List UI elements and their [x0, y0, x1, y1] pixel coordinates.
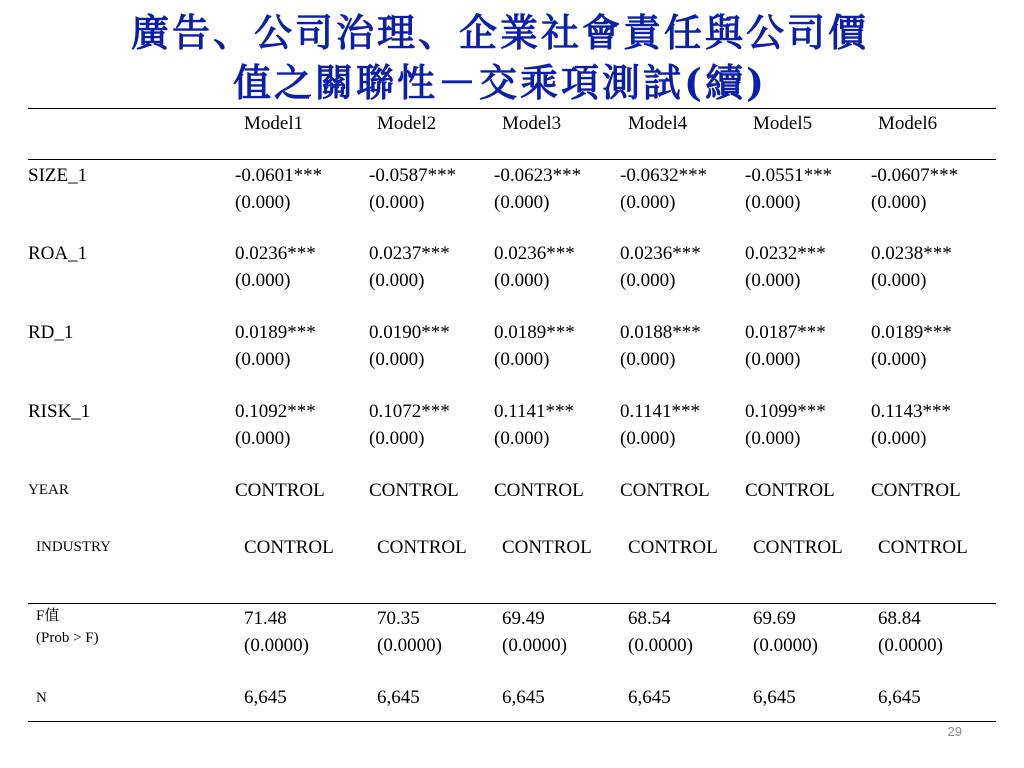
table-cell-pvalue: (0.0000) [244, 635, 309, 656]
table-cell: 69.49 [502, 608, 545, 629]
table-cell: -0.0623*** [494, 165, 582, 186]
table-cell: -0.0551*** [745, 165, 833, 186]
table-cell-pvalue: (0.000) [369, 270, 425, 291]
table-cell: 6,645 [628, 687, 671, 708]
table-cell: 68.84 [878, 608, 921, 629]
table-cell-pvalue: (0.000) [369, 192, 425, 213]
table-cell-pvalue: (0.0000) [502, 635, 567, 656]
table-cell-pvalue: (0.000) [620, 349, 676, 370]
table-cell-pvalue: (0.000) [620, 428, 676, 449]
table-header-model2: Model2 [377, 113, 437, 134]
table-cell: 68.54 [628, 608, 671, 629]
table-cell: 0.0236*** [235, 243, 316, 264]
table-cell-pvalue: (0.000) [235, 192, 291, 213]
table-cell: 0.0232*** [745, 243, 826, 264]
table-cell-pvalue: (0.000) [745, 349, 801, 370]
table-cell-pvalue: (0.000) [494, 349, 550, 370]
table-cell: 6,645 [878, 687, 921, 708]
row-label-industry: INDUSTRY [36, 539, 112, 555]
table-cell: 0.0187*** [745, 322, 826, 343]
row-label-rd: RD_1 [28, 322, 74, 343]
table-cell: 69.69 [753, 608, 796, 629]
table-cell: CONTROL [878, 537, 968, 558]
table-cell: 6,645 [377, 687, 420, 708]
table-cell: 0.0236*** [494, 243, 575, 264]
table-cell: CONTROL [620, 480, 710, 501]
row-label-n: N [36, 690, 47, 706]
table-cell-pvalue: (0.000) [369, 349, 425, 370]
table-header-model6: Model6 [878, 113, 938, 134]
table-cell: 0.1143*** [871, 401, 952, 422]
table-cell-pvalue: (0.000) [235, 270, 291, 291]
table-cell: 0.0189*** [235, 322, 316, 343]
table-cell-pvalue: (0.000) [494, 428, 550, 449]
table-cell: 0.1141*** [620, 401, 701, 422]
table-top-rule [28, 108, 996, 109]
table-cell-pvalue: (0.000) [620, 192, 676, 213]
table-cell: -0.0587*** [369, 165, 457, 186]
row-sublabel-prob: (Prob > F) [36, 630, 99, 646]
table-cell: 0.0189*** [871, 322, 952, 343]
table-cell-pvalue: (0.000) [745, 192, 801, 213]
row-label-risk: RISK_1 [28, 401, 91, 422]
table-cell: -0.0601*** [235, 165, 323, 186]
table-bottom-rule [28, 721, 996, 722]
table-cell-pvalue: (0.000) [620, 270, 676, 291]
table-section-rule [28, 603, 996, 604]
table-cell: 0.1099*** [745, 401, 826, 422]
table-cell-pvalue: (0.000) [871, 428, 927, 449]
table-cell: CONTROL [871, 480, 961, 501]
table-header-model1: Model1 [244, 113, 304, 134]
slide-title [60, 8, 940, 108]
table-cell: CONTROL [745, 480, 835, 501]
table-cell-pvalue: (0.000) [871, 270, 927, 291]
table-cell: CONTROL [753, 537, 843, 558]
table-cell-pvalue: (0.000) [494, 192, 550, 213]
table-cell: 0.0188*** [620, 322, 701, 343]
table-header-model5: Model5 [753, 113, 813, 134]
table-cell-pvalue: (0.000) [369, 428, 425, 449]
table-cell: 0.0236*** [620, 243, 701, 264]
table-cell: 0.0237*** [369, 243, 450, 264]
table-cell: 0.0238*** [871, 243, 952, 264]
table-cell-pvalue: (0.000) [871, 192, 927, 213]
slide-title-line-2: 值之關聯性－交乘項測試(續) [233, 60, 767, 105]
row-label-f: F值 [36, 608, 60, 624]
row-label-size: SIZE_1 [28, 165, 88, 186]
table-cell: -0.0607*** [871, 165, 959, 186]
table-cell: CONTROL [244, 537, 334, 558]
table-header-model4: Model4 [628, 113, 688, 134]
table-cell: CONTROL [628, 537, 718, 558]
table-cell: 6,645 [244, 687, 287, 708]
table-cell: 70.35 [377, 608, 420, 629]
table-cell-pvalue: (0.0000) [628, 635, 693, 656]
table-cell: 6,645 [502, 687, 545, 708]
table-cell: 0.0189*** [494, 322, 575, 343]
table-header-rule [28, 159, 996, 160]
table-cell-pvalue: (0.000) [235, 349, 291, 370]
table-cell-pvalue: (0.000) [494, 270, 550, 291]
table-cell: CONTROL [502, 537, 592, 558]
table-cell: 0.1092*** [235, 401, 316, 422]
table-cell-pvalue: (0.000) [745, 428, 801, 449]
table-cell-pvalue: (0.0000) [878, 635, 943, 656]
table-cell-pvalue: (0.000) [745, 270, 801, 291]
table-cell: CONTROL [235, 480, 325, 501]
table-cell: CONTROL [377, 537, 467, 558]
table-cell: CONTROL [369, 480, 459, 501]
table-cell: -0.0632*** [620, 165, 708, 186]
table-cell: 71.48 [244, 608, 287, 629]
table-header-model3: Model3 [502, 113, 562, 134]
page-number: 29 [947, 724, 962, 739]
table-cell: 6,645 [753, 687, 796, 708]
table-cell: 0.1141*** [494, 401, 575, 422]
table-cell: CONTROL [494, 480, 584, 501]
row-label-roa: ROA_1 [28, 243, 88, 264]
row-label-year: YEAR [28, 482, 69, 498]
table-cell-pvalue: (0.0000) [753, 635, 818, 656]
table-cell: 0.0190*** [369, 322, 450, 343]
table-cell: 0.1072*** [369, 401, 450, 422]
table-cell-pvalue: (0.000) [235, 428, 291, 449]
table-cell-pvalue: (0.0000) [377, 635, 442, 656]
table-cell-pvalue: (0.000) [871, 349, 927, 370]
slide-title-line-1: 廣告、公司治理、企業社會責任與公司價 [130, 10, 869, 55]
